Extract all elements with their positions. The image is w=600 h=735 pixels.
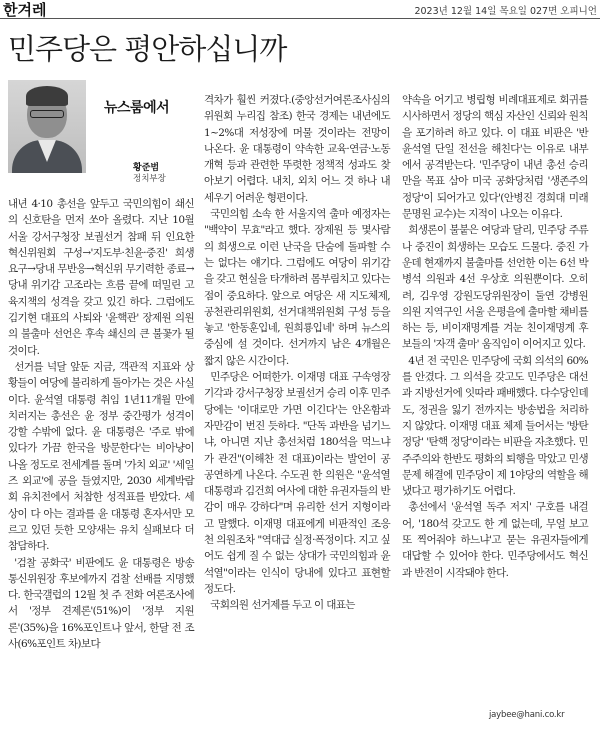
- article-paragraph: 내년 4·10 총선을 앞두고 국민의힘이 쇄신의 신호탄을 먼저 쏘아 올렸다. 지난 10월 서울 강서구청장 보궐선거 참패 뒤 인요한 혁신위원회 구성→'지도부·친윤·중진' 희생 요구→당내 무반응→혁신위 무기력한 종료→당내 위기감 고조라는 흐름 끝에 떠밀린 고육지책의 성격을 갖고 있긴 하다. 그럼에도 김기현 대표의 사퇴와 '윤핵관' 장제원 의원의 불출마 선언은 후속 쇄신의 큰 불꽃가 될 것이다.: [8, 198, 194, 357]
- article-paragraph: 약속을 어기고 병립형 비례대표제로 회귀를 시사하면서 정당의 핵심 자산인 신뢰와 원칙을 포기하려 하고 있다. 이 대표 비판은 '반윤석열 단일 전선을 해친다'는 이유로 내부에서 공격받는다. '민주당이 내년 총선 승리만을 목표 삼아 미국 공화당처럼 '생존주의 정당'이 되어가고 있다'(안병진 경희대 미래문명원 교수)는 지적이 나오는 이유다.: [402, 94, 588, 221]
- article-paragraph: '검찰 공화국' 비판에도 윤 대통령은 방송통신위원장 후보에까지 검찰 선배를 지명했다. 한국갤럽의 12월 첫 주 전화 여론조사에서 '정부 견제론'(51%)이 '정부 지원론'(35%)을 16%포인트나 앞서, 한달 전 조사(6%포인트 차)보다: [8, 556, 194, 651]
- article-column-3: [402, 92, 588, 692]
- dateline: 2023년 12월 14일 목요일 027면 오피니언: [414, 6, 597, 17]
- author-name: 황준범: [133, 163, 160, 173]
- article-paragraph: 선거를 넉달 앞둔 지금, 객관적 지표와 상황들이 여당에 불리하게 돌아가는 것은 사실이다. 윤석열 대통령 취임 1년11개월 만에 치러지는 총선은 윤 정부 중간평가 성격이 강할 수밖에 없다. 윤 대통령은 '주로 밖에 있다가 가끔 한국을 방문한다'는 비아냥이 나올 정도로 전세계를 돌며 '가치 외교' '세일즈 외교'에 공을 들였지만, 2030 세계박람회 유치전에서 처참한 성적표를 받았다. 세상이 다 아는 결과를 윤 대통령 혼자서만 모르고 있던 듯한 모양새는 유치 실패보다 더 참담하다.: [8, 360, 194, 553]
- article-paragraph: 4년 전 국민은 민주당에 국회 의석의 60%를 안겼다. 그 의석을 갖고도 민주당은 대선과 지방선거에 잇따라 패배했다. 다수당인데도, 정권을 잃기 전까지는 방송법을 처리하지 않았다. 이재명 대표 체제 들어서는 '방탄 정당' '탄핵 정당'이라는 비판을 자초했다. 민주주의와 한반도 평화의 퇴행을 막았고 민생문제 해결에 민주당이 제 1야당의 역할을 해냈다고 평가하기도 어렵다.: [402, 354, 588, 498]
- author-email[interactable]: jaybee@hani.co.kr: [489, 710, 565, 720]
- article-column-1: [8, 196, 194, 726]
- article-paragraph: 민주당은 어떠한가. 이재명 대표 구속영장 기각과 강서구청장 보궐선거 승리 이후 민주당에는 '이대로만 가면 이긴다'는 안온함과 자만감이 번진 듯하다. "단독 과반을 넘기느냐, 아니면 지난 총선처럼 180석을 먹느냐가 관건"(이해찬 전 대표)이라는 발언이 공공연하게 나온다. 수도권 한 의원은 "윤석열 대통령과 김건희 여사에 대한 유권자들의 반감이 매우 강하다"며 유리한 선거 지형이라고 말했다. 이재명 대표에게 비판적인 조응천 의원조차 "역대급 실정·폭정이다. 지고 싶어도 쉽게 질 수 없는 상대가 국민의힘과 윤석열"이라는 인식이 당내에 있다고 표현할 정도다.: [204, 371, 390, 595]
- article-paragraph: 총선에서 '윤석열 독주 저지' 구호를 내걸어, '180석 갖고도 한 게 없는데, 무얼 보고 또 찍어줘야 하느냐'고 묻는 유권자들에게 대답할 수 있어야 한다. 민주당에서도 혁신과 반전이 시작돼야 한다.: [402, 501, 588, 579]
- headline: 민주당은 평안하십니까: [8, 32, 287, 66]
- article-paragraph: 희생론이 불붙은 여당과 달리, 민주당 주류나 중진이 희생하는 모습도 드물다. 중진 가운데 현재까지 불출마를 선언한 이는 6선 박병석 의원과 4선 우상호 의원뿐이다. 오히려, 김우영 강원도당위원장이 둘연 강병원 의원 지역구인 서울 은평을에 출마할 채비를 하는 등, 비이재명계를 겨눈 친이재명계 후보들의 '자객 출마' 움직임이 이어지고 있다.: [402, 224, 588, 351]
- author-photo: [8, 80, 86, 173]
- article-paragraph: 국회의원 선거제를 두고 이 대표는: [210, 599, 355, 612]
- article-column-2: [204, 92, 390, 732]
- masthead: [0, 0, 600, 19]
- column-name: 뉴스룸에서: [104, 100, 170, 116]
- newspaper-logo[interactable]: 한겨레: [3, 1, 47, 19]
- article-paragraph: 국민의힘 소속 한 서울지역 출마 예정자는 "백약이 무효"라고 했다. 장제원 등 몇사람의 희생으로 이런 난국을 단숨에 돌파할 수는 없다는 얘기다. 그럼에도 여당이 위기감을 갖고 현실을 타개하려 몸부림치고 있다는 점이 중요하다. 앞으로 여당은 새 지도체제, 공천관리위원회, 선거대책위원회 구성 등을 놓고 '한동훈입네, 원희룡입네' 하며 뉴스의 중심에 설 것이다. 선거까지 남은 4개월은 짧지 않은 시간이다.: [204, 208, 390, 367]
- author-title: 정치부장: [133, 174, 166, 184]
- article-paragraph: 격차가 훨씬 커졌다.(중앙선거여론조사심의위원회 누리집 참조) 한국 경제는 내년에도 1~2%대 저성장에 머물 것이라는 전망이 나온다. 윤 대통령이 약속한 교육·연금·노동개혁 등과 관련한 뚜렷한 정책적 성과도 찾아보기 어렵다. 내치, 외치 어느 것 하나 내세우기 어려운 형편이다.: [204, 94, 390, 204]
